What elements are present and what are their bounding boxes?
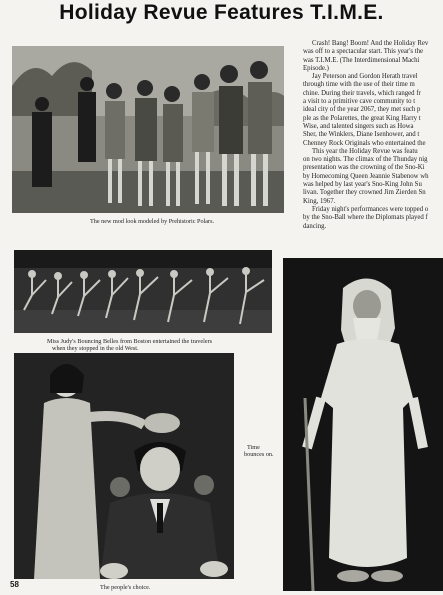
article-line: a visit to a primitive cave community to t (303, 98, 416, 106)
article-line: Wise, and talented singers such as Howa (303, 122, 414, 130)
article-line: Friday night's performances were topped o (312, 205, 429, 213)
article-line: Chenney Rock Originals who entertained the (303, 139, 426, 147)
article-line: through time with the use of their time m (303, 81, 415, 89)
article-line: was off to a spectacular start. This year's the (303, 48, 424, 56)
article-line: King, 1967. (303, 197, 336, 205)
article-line: ple as the Polarettes, the great King Harry t (303, 114, 421, 122)
time-caption-line2: bounces on. (244, 451, 274, 458)
prehistoric-costume-photo (12, 46, 284, 213)
article-line: Sher, the Winklers, Diane Isenhower, and t (303, 131, 420, 139)
time-caption-line1: Time (247, 444, 260, 451)
article-text (303, 40, 443, 231)
page-number: 58 (10, 580, 19, 589)
article-line: This year the Holiday Revue was featu (312, 147, 418, 155)
chorus-line-photo (14, 250, 272, 333)
chorus-caption-line2: when they stopped in the old West. (52, 345, 139, 352)
article-line: by Homecoming Queen Jeannie Stabenow wh (303, 172, 429, 180)
page-title: Holiday Revue Features T.I.M.E. (59, 1, 384, 24)
article-line: was T.I.M.E. (The Interdimensional Machi (303, 56, 420, 64)
article-line: dancing. (303, 222, 327, 230)
prehistoric-caption: The new mod look modeled by Prehistoric Polars. (90, 218, 215, 225)
article-line: Crash! Bang! Boom! And the Holiday Rev (312, 40, 429, 47)
father-time-photo (283, 258, 443, 591)
article-line: ideal city of the year 2067, they met such p (303, 106, 421, 114)
article-line: presentation was the crowning of the Sno-Ki (303, 164, 425, 172)
article-line: livan. Together they crowned Jim Zierden Sn (303, 189, 426, 197)
article-line: on two nights. The climax of the Thunday nig (303, 156, 428, 164)
article-line: Jay Peterson and Gordon Herath travel (312, 73, 418, 81)
article-line: by the Sno-Ball where the Diplomats played f (303, 214, 428, 222)
crowning-photo (14, 353, 234, 579)
article-line: chine. During their travels, which ranged fr (303, 89, 421, 97)
article-line: was helped by last year's Sno-King John Su (303, 181, 422, 189)
choice-caption: The people's choice. (100, 584, 151, 591)
article-line: Episode.) (303, 64, 329, 72)
chorus-caption-line1: Miss Judy's Bouncing Belles from Boston entertained the travelers (47, 338, 213, 345)
